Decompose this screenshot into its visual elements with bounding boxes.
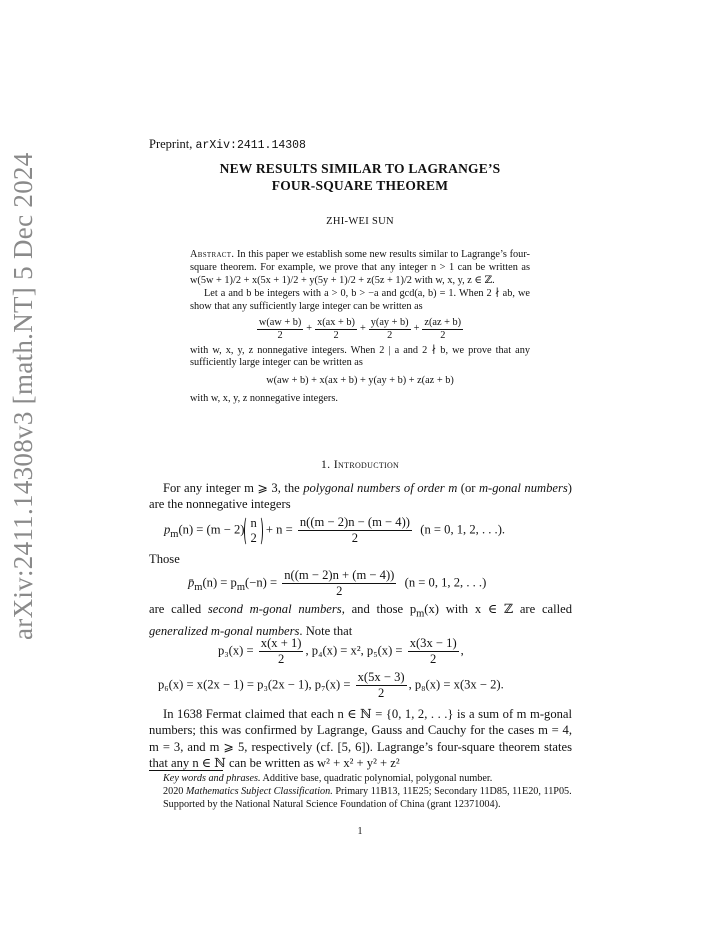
fraction-numerator: n((m − 2)n + (m − 4)): [284, 568, 395, 582]
fraction: [259, 636, 304, 667]
footnote-text: Additive base, quadratic polynomial, polygonal number.: [260, 773, 493, 784]
plus-sign: +: [306, 322, 313, 334]
arxiv-id: arXiv:2411.14308: [195, 139, 306, 152]
text: (or: [457, 481, 479, 495]
intro-paragraph-3: [149, 706, 572, 772]
eq-subscript: m: [194, 581, 203, 593]
eq-text: , p₄(x) = x², p₅(x) =: [305, 643, 406, 658]
eq-range: (n = 0, 1, 2, . . .).: [420, 522, 506, 537]
preprint-label: Preprint,: [149, 137, 196, 151]
fraction: [298, 515, 412, 546]
emphasis-polygonal-numbers: polygonal numbers of order m: [303, 481, 458, 495]
page-number: 1: [357, 826, 363, 837]
fraction-x: [315, 317, 357, 342]
fraction-numerator: w(aw + b): [258, 316, 302, 328]
fraction-denominator: 2: [387, 329, 393, 341]
eq-symbol: p̄: [188, 575, 195, 590]
abstract-text-1: In this paper we establish some new results similar to Lagrange’s four-square theorem. For example, we prove that any integer n > 1 can be written as w(5w + 1)/2 + x(5x + 1)/2 + y(5y + 1)/2 + z(5z + 1)/2 with w, x, y, z ∈ ℤ.: [190, 249, 530, 286]
binom-top: n: [250, 515, 257, 530]
section-heading: [150, 457, 570, 472]
abstract: [190, 249, 530, 406]
fraction-numerator: x(ax + b): [317, 316, 355, 328]
eq-text: (n) = p: [202, 575, 237, 590]
author-name: ZHI-WEI SUN: [326, 216, 394, 227]
arxiv-side-stamp: arXiv:2411.14308v3 [math.NT] 5 Dec 2024: [8, 152, 38, 640]
text: ) are the nonnegative integers: [149, 481, 572, 512]
intro-paragraph-2: [149, 601, 572, 639]
abstract-display-linear-sum: w(aw + b) + x(ax + b) + y(ay + b) + z(az + b): [266, 375, 454, 387]
eq-text: + n =: [262, 522, 296, 537]
footnote-rule: [149, 770, 223, 771]
eq-symbol: p: [164, 522, 171, 537]
footnote-funding: Supported by the National Natural Science Foundation of China (grant 12371004).: [163, 798, 501, 810]
eq-text: ,: [460, 643, 464, 658]
footnote-label: Mathematics Subject Classification.: [185, 785, 333, 797]
abstract-paragraph-1: [190, 249, 530, 288]
title-line-2: FOUR-SQUARE THEOREM: [271, 178, 449, 193]
text: In 1638 Fermat claimed that each n ∈ ℕ = {0, 1, 2, . . .} is a sum of m m-gonal numbers; this was confirmed by Lagrange, Gauss and Cauchy for the cases m = 4, m = 3, and m ⩾ 5, respectively (cf. [5, 6]). Lagrange’s four-square theorem states that any n ∈ ℕ can be written as w² + x² + y² + z²: [149, 707, 572, 771]
equation-p6-p7-p8: [158, 670, 581, 701]
binomial-coefficient: [244, 516, 262, 546]
footnote-text: Primary 11B13, 11E25; Secondary 11D85, 11E20, 11P05.: [332, 785, 572, 797]
text: are called: [149, 602, 208, 616]
fraction: [356, 670, 407, 701]
fraction-numerator: y(ay + b): [370, 316, 409, 328]
text: For any integer m ⩾ 3, the: [163, 481, 304, 495]
text: Those: [149, 552, 180, 566]
fraction-numerator: n((m − 2)n − (m − 4)): [299, 515, 410, 529]
footnote-label: Key words and phrases.: [163, 773, 261, 784]
text: , and those p: [341, 602, 417, 616]
abstract-paragraph-4: with w, x, y, z nonnegative integers.: [190, 393, 338, 405]
section-title: Introduction: [333, 457, 400, 471]
fraction-z: [422, 317, 463, 342]
fraction-denominator: 2: [333, 329, 339, 341]
plus-sign: +: [359, 322, 366, 334]
binom-bottom: 2: [250, 530, 257, 545]
footnote-msc: [149, 786, 572, 799]
eq-subscript: m: [170, 528, 179, 540]
footnotes: [149, 773, 572, 811]
eq-subscript: m: [236, 581, 246, 593]
eq-text: (−n) =: [245, 575, 281, 590]
equation-polygonal-number: [164, 515, 587, 546]
fraction-numerator: z(az + b): [424, 316, 462, 328]
fraction-numerator: x(x + 1): [260, 636, 302, 650]
fraction-denominator: 2: [351, 531, 359, 545]
emphasis-second-m-gonal: second m-gonal numbers: [207, 602, 342, 616]
fraction-y: [369, 317, 411, 342]
fraction-numerator: x(3x − 1): [409, 636, 457, 650]
paper-title: [150, 160, 570, 194]
text: . Note that: [299, 623, 353, 638]
fraction-denominator: 2: [377, 686, 385, 700]
fraction-w: [257, 317, 303, 342]
fraction-denominator: 2: [440, 329, 446, 341]
eq-text: , p₈(x) = x(3x − 2).: [408, 677, 504, 692]
text: (x) with x ∈ ℤ are called: [424, 602, 573, 616]
preprint-line: [149, 137, 306, 152]
title-line-1: NEW RESULTS SIMILAR TO LAGRANGE’S: [219, 161, 501, 176]
footnote-keywords: [149, 773, 572, 786]
abstract-paragraph-2: Let a and b be integers with a > 0, b > −a and gcd(a, b) = 1. When 2 ∤ ab, we show that any sufficiently large integer can be written as: [190, 287, 530, 312]
equation-second-polygonal: [188, 568, 611, 599]
equation-p3-p4-p5: [218, 636, 641, 667]
footnote-text: 2020: [163, 785, 186, 797]
fraction-denominator: 2: [430, 652, 437, 666]
fraction: [282, 568, 396, 599]
abstract-lead: Abstract.: [190, 249, 235, 260]
eq-range: (n = 0, 1, 2, . . .): [404, 575, 487, 590]
eq-subscript: m: [416, 608, 425, 620]
abstract-paragraph-3: with w, x, y, z nonnegative integers. When 2 | a and 2 ∤ b, we prove that any sufficiently large integer can be written as: [190, 344, 530, 369]
plus-sign: +: [413, 322, 420, 334]
fraction-denominator: 2: [277, 329, 283, 341]
fraction-numerator: x(5x − 3): [357, 670, 405, 684]
fraction: [408, 636, 459, 667]
eq-text: p₆(x) = x(2x − 1) = p₃(2x − 1), p₇(x) =: [158, 677, 354, 692]
fraction-denominator: 2: [277, 652, 285, 666]
eq-text: (n) = (m − 2): [178, 522, 245, 537]
section-number: 1.: [320, 457, 331, 471]
emphasis-generalized-m-gonal: generalized m-gonal numbers: [149, 623, 300, 638]
fraction-denominator: 2: [336, 584, 343, 598]
intro-paragraph-1: [149, 480, 572, 513]
eq-text: p₃(x) =: [218, 643, 257, 658]
those-line: [149, 551, 572, 567]
abstract-display-sum-of-fractions: [190, 317, 530, 342]
emphasis-m-gonal-numbers: m-gonal numbers: [478, 481, 568, 495]
